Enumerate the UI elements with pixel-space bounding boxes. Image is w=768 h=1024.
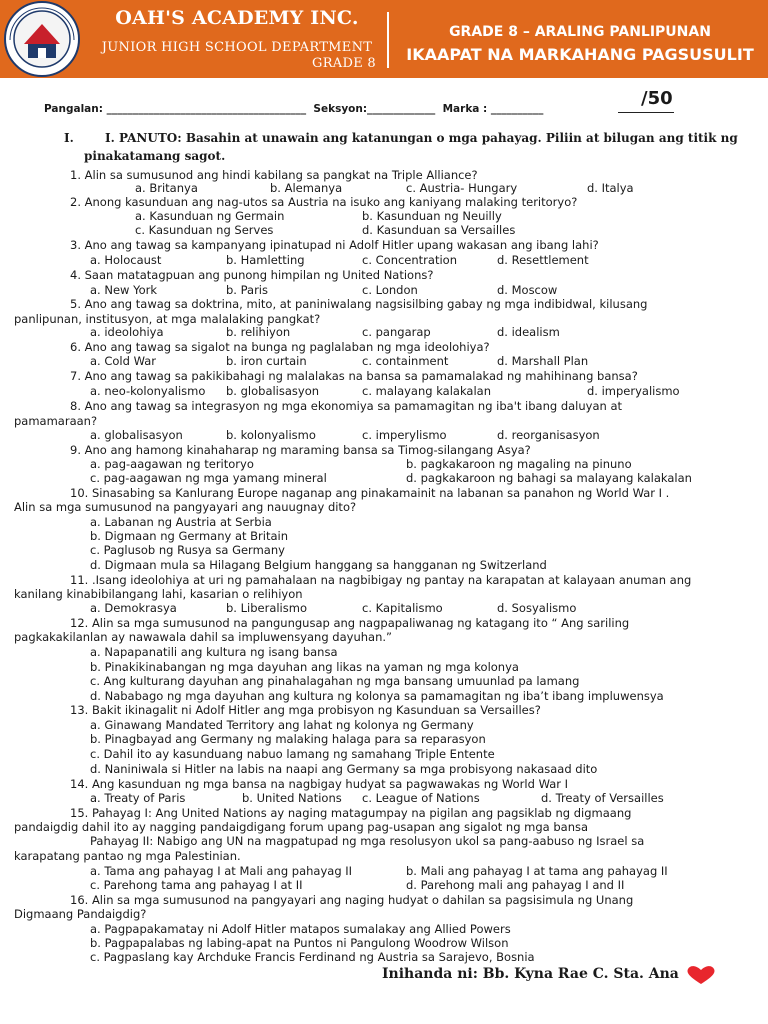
question-line: 13. Bakit ikinagalit ni Adolf Hitler ang mga probisyon ng Kasunduan sa Versailles? [70, 703, 541, 717]
question-line: 8. Ano ang tawag sa integrasyon ng mga ekonomiya sa pamamagitan ng iba't ibang daluyan at [70, 399, 622, 413]
question-line: d. Digmaan mula sa Hilagang Belgium hanggang sa hangganan ng Switzerland [90, 558, 547, 572]
header-banner [0, 0, 768, 78]
answer-choice[interactable]: c. imperylismo [362, 428, 447, 442]
question-line: 1. Alin sa sumusunod ang hindi kabilang sa pangkat na Triple Alliance? [70, 168, 478, 182]
answer-choice[interactable]: c. pangarap [362, 325, 431, 339]
answer-choice[interactable]: c. Austria- Hungary [406, 181, 518, 195]
answer-choice[interactable]: a. Holocaust [90, 253, 162, 267]
answer-choice[interactable]: b. Kasunduan ng Neuilly [362, 209, 502, 223]
score-underline [618, 112, 674, 113]
answer-choice[interactable]: a. Tama ang pahayag I at Mali ang pahayag II [90, 864, 353, 878]
question-line: b. Pagpapalabas ng labing-apat na Puntos ni Pangulong Woodrow Wilson [90, 936, 509, 950]
question-line: pandaigdig dahil ito ay nagging pandaigdigang forum upang pag-usapan ang sigalot ng mga bansa [14, 820, 589, 834]
question-line: c. Dahil ito ay kasunduang nabuo lamang ng samahang Triple Entente [90, 747, 495, 761]
answer-choice[interactable]: c. League of Nations [362, 791, 480, 805]
prepared-by: Inihanda ni: Bb. Kyna Rae C. Sta. Ana [382, 966, 679, 982]
question-line: a. Labanan ng Austria at Serbia [90, 515, 272, 529]
question-line: b. Pinakikinabangan ng mga dayuhan ang likas na yaman ng mga kolonya [90, 660, 519, 674]
question-line: pagkakakilanlan ay nawawala dahil sa impluwensyang dayuhan.” [14, 630, 392, 644]
question-line: b. Digmaan ng Germany at Britain [90, 529, 289, 543]
student-info-line[interactable]: Pangalan: ______________________________________ Seksyon:_____________ Marka : __________ [44, 103, 544, 115]
answer-choice[interactable]: a. New York [90, 283, 158, 297]
answer-choice[interactable]: d. Sosyalismo [497, 601, 577, 615]
answer-choice[interactable]: b. Liberalismo [226, 601, 307, 615]
instructions-line-1: I. PANUTO: Basahin at unawain ang katanungan o mga pahayag. Piliin at bilugan ang titik ng [105, 131, 738, 145]
question-line: Pahayag II: Nabigo ang UN na magpatupad ng mga resolusyon ukol sa pang-aabuso ng Israel sa [90, 834, 645, 848]
answer-choice[interactable]: b. Paris [226, 283, 268, 297]
question-line: 12. Alin sa mga sumusunod na pangungusap ang nagpapaliwanag ng katagang ito “ Ang sariling [70, 616, 630, 630]
answer-choice[interactable]: b. Alemanya [270, 181, 343, 195]
answer-choice[interactable]: a. Kasunduan ng Germain [135, 209, 285, 223]
department-name [92, 40, 382, 72]
question-line: 11. .Isang ideolohiya at uri ng pamahalaan na nagbibigay ng pantay na karapatan at kalayaan anuman ang [70, 573, 692, 587]
answer-choice[interactable]: b. Mali ang pahayag I at tama ang pahayag II [406, 864, 668, 878]
answer-choice[interactable]: d. Italya [587, 181, 634, 195]
grade-level-line: GRADE 8 [312, 56, 376, 71]
school-name: OAH'S ACADEMY INC. [115, 7, 359, 29]
answer-choice[interactable]: d. Marshall Plan [497, 354, 589, 368]
answer-choice[interactable]: d. Resettlement [497, 253, 589, 267]
question-line: 14. Ang kasunduan ng mga bansa na nagbigay hudyat sa pagwawakas ng World War I [70, 777, 569, 791]
answer-choice[interactable]: d. Parehong mali ang pahayag I and II [406, 878, 625, 892]
question-line: 9. Ano ang hamong kinahaharap ng maraming bansa sa Timog-silangang Asya? [70, 443, 531, 457]
answer-choice[interactable]: a. Treaty of Paris [90, 791, 186, 805]
answer-choice[interactable]: a. Demokrasya [90, 601, 177, 615]
header-divider [387, 12, 389, 68]
answer-choice[interactable]: a. ideolohiya [90, 325, 164, 339]
question-line: a. Napapanatili ang kultura ng isang bansa [90, 645, 338, 659]
subject-title: GRADE 8 – ARALING PANLIPUNAN [449, 24, 711, 40]
question-line: d. Naniniwala si Hitler na labis na naapi ang Germany sa mga probisyong nakasaad dito [90, 762, 598, 776]
question-line: kanilang kinabibilangang lahi, kasarian o relihiyon [14, 587, 303, 601]
section-number: I. [64, 131, 74, 145]
answer-choice[interactable]: a. neo-kolonyalismo [90, 384, 206, 398]
question-line: 4. Saan matatagpuan ang punong himpilan ng United Nations? [70, 268, 434, 282]
answer-choice[interactable]: b. globalisasyon [226, 384, 320, 398]
answer-choice[interactable]: c. malayang kalakalan [362, 384, 492, 398]
question-line: 2. Anong kasunduan ang nag-utos sa Austria na isuko ang kaniyang malaking teritoryo? [70, 195, 578, 209]
question-line: a. Ginawang Mandated Territory ang lahat ng kolonya ng Germany [90, 718, 474, 732]
answer-choice[interactable]: d. reorganisasyon [497, 428, 600, 442]
exam-title: IKAAPAT NA MARKAHANG PAGSUSULIT [406, 45, 754, 64]
school-logo-icon [2, 0, 86, 78]
answer-choice[interactable]: a. Cold War [90, 354, 156, 368]
instructions [64, 129, 754, 165]
question-line: 16. Alin sa mga sumusunod na pangyayari ang naging hudyat o dahilan sa pagsisimula ng Unang [70, 893, 634, 907]
answer-choice[interactable]: b. United Nations [242, 791, 342, 805]
answer-choice[interactable]: c. containment [362, 354, 449, 368]
question-line: c. Paglusob ng Rusya sa Germany [90, 543, 285, 557]
answer-choice[interactable]: d. Kasunduan sa Versailles [362, 223, 516, 237]
question-line: 10. Sinasabing sa Kanlurang Europe naganap ang pinakamainit na labanan sa panahon ng World War I . [70, 486, 670, 500]
score-total: /50 [641, 88, 673, 109]
heart-icon [686, 965, 716, 985]
answer-choice[interactable]: b. kolonyalismo [226, 428, 316, 442]
question-line: 7. Ano ang tawag sa pakikibahagi ng malalakas na bansa sa pamamalakad ng mahihinang bansa? [70, 369, 638, 383]
question-line: panlipunan, institusyon, at mga malalaking pangkat? [14, 312, 321, 326]
question-line: a. Pagpapakamatay ni Adolf Hitler matapos sumalakay ang Allied Powers [90, 922, 511, 936]
answer-choice[interactable]: d. idealism [497, 325, 560, 339]
question-line: b. Pinagbayad ang Germany ng malaking halaga para sa reparasyon [90, 732, 486, 746]
question-line: c. Ang kulturang dayuhan ang pinahalagahan ng mga bansang umuunlad pa lamang [90, 674, 580, 688]
question-line: 6. Ano ang tawag sa sigalot na bunga ng paglalaban ng mga ideolohiya? [70, 340, 490, 354]
question-line: c. Pagpaslang kay Archduke Francis Ferdinand ng Austria sa Sarajevo, Bosnia [90, 950, 535, 964]
answer-choice[interactable]: b. pagkakaroon ng magaling na pinuno [406, 457, 632, 471]
answer-choice[interactable]: c. London [362, 283, 418, 297]
answer-choice[interactable]: c. Concentration [362, 253, 457, 267]
answer-choice[interactable]: a. pag-aagawan ng teritoryo [90, 457, 254, 471]
question-line: 15. Pahayag I: Ang United Nations ay naging matagumpay na pigilan ang pagsiklab ng digmaang [70, 806, 632, 820]
answer-choice[interactable]: c. Parehong tama ang pahayag I at II [90, 878, 303, 892]
question-line: 5. Ano ang tawag sa doktrina, mito, at paniniwalang nagsisilbing gabay ng mga indibidwal, kilusang [70, 297, 648, 311]
question-line: pamamaraan? [14, 414, 98, 428]
answer-choice[interactable]: b. relihiyon [226, 325, 291, 339]
question-line: karapatang pantao ng mga Palestinian. [14, 849, 241, 863]
question-line: Digmaang Pandaigdig? [14, 907, 147, 921]
department-line: JUNIOR HIGH SCHOOL DEPARTMENT [101, 40, 373, 55]
answer-choice[interactable]: c. Kasunduan ng Serves [135, 223, 274, 237]
answer-choice[interactable]: b. iron curtain [226, 354, 307, 368]
question-line: Alin sa mga sumusunod na pangyayari ang nauugnay dito? [14, 500, 357, 514]
answer-choice[interactable]: a. globalisasyon [90, 428, 183, 442]
answer-choice[interactable]: b. Hamletting [226, 253, 305, 267]
answer-choice[interactable]: d. imperyalismo [587, 384, 680, 398]
answer-choice[interactable]: d. Moscow [497, 283, 558, 297]
answer-choice[interactable]: d. Treaty of Versailles [541, 791, 664, 805]
answer-choice[interactable]: d. pagkakaroon ng bahagi sa malayang kalakalan [406, 471, 692, 485]
answer-choice[interactable]: c. pag-aagawan ng mga yamang mineral [90, 471, 327, 485]
answer-choice[interactable]: a. Britanya [135, 181, 198, 195]
question-line: d. Nababago ng mga dayuhan ang kultura ng kolonya sa pamamagitan ng iba’t ibang impluwensya [90, 689, 664, 703]
question-line: 3. Ano ang tawag sa kampanyang ipinatupad ni Adolf Hitler upang wakasan ang ibang lahi? [70, 238, 599, 252]
answer-choice[interactable]: c. Kapitalismo [362, 601, 443, 615]
instructions-line-2: pinakatamang sagot. [84, 149, 226, 163]
